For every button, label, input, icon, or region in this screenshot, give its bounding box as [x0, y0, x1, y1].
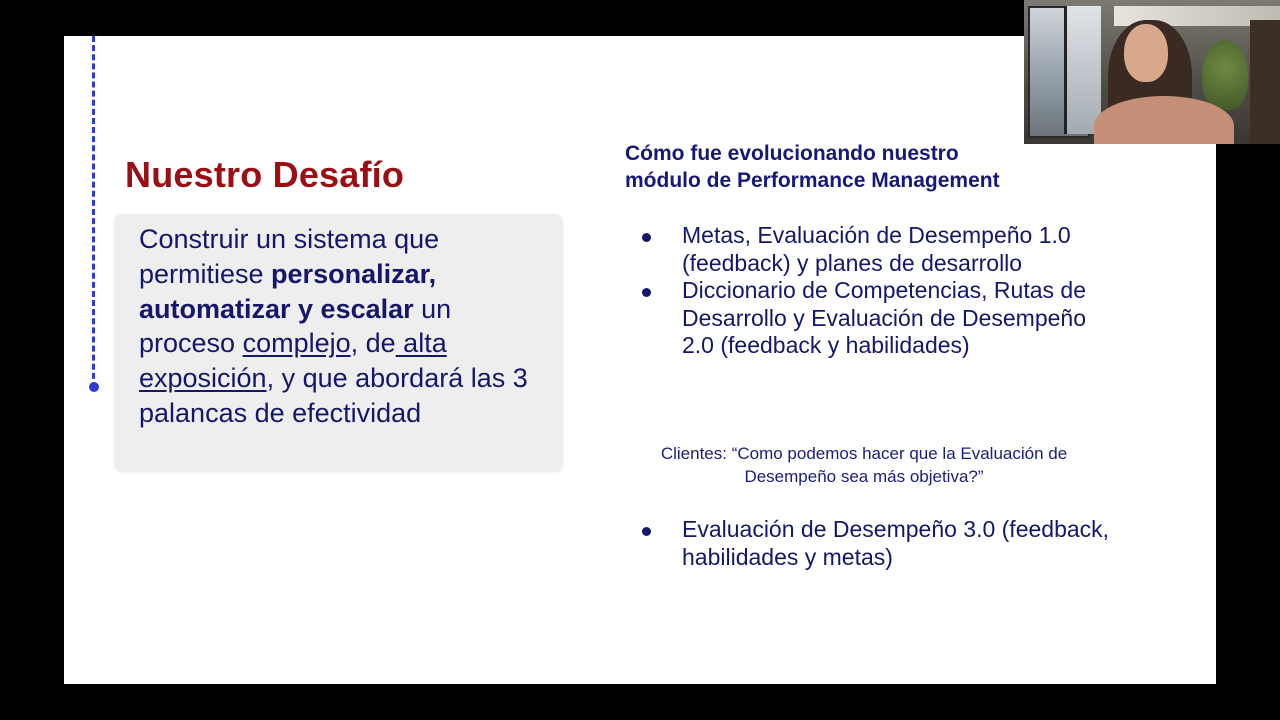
challenge-card	[114, 214, 563, 472]
timeline-dashed-line	[92, 36, 95, 388]
presenter-face	[1124, 24, 1168, 82]
bullet-icon	[642, 288, 651, 297]
client-quote: Clientes: “Como podemos hacer que la Evaluación de Desempeño sea más objetiva?”	[660, 444, 1068, 486]
timeline-dot	[89, 382, 99, 392]
underline-complejo: complejo	[242, 328, 351, 359]
presenter-webcam	[1024, 0, 1280, 144]
list-item: Diccionario de Competencias, Rutas de Desarrollo y Evaluación de Desempeño 2.0 (feedback y habilidades)	[640, 277, 1110, 360]
slide-title: Nuestro Desafío	[125, 154, 405, 195]
list-item: Metas, Evaluación de Desempeño 1.0 (feedback) y planes de desarrollo	[640, 222, 1110, 277]
list-item: Evaluación de Desempeño 3.0 (feedback, habilidades y metas)	[640, 516, 1110, 571]
evolution-list	[640, 222, 1110, 360]
challenge-text: Construir un sistema que permitiese personalizar, automatizar y escalar un proceso complejo, de alta exposición, y que abordará las 3 palancas de efectividad	[139, 224, 528, 428]
bullet-icon	[642, 233, 651, 242]
evolution-list-2	[640, 516, 1110, 571]
bullet-icon	[642, 527, 651, 536]
evolution-heading: Cómo fue evolucionando nuestro módulo de Performance Management	[625, 142, 1000, 192]
underline-alta-exposicion: alta exposición	[139, 328, 447, 394]
challenge-bold: personalizar, automatizar y escalar	[139, 258, 437, 324]
